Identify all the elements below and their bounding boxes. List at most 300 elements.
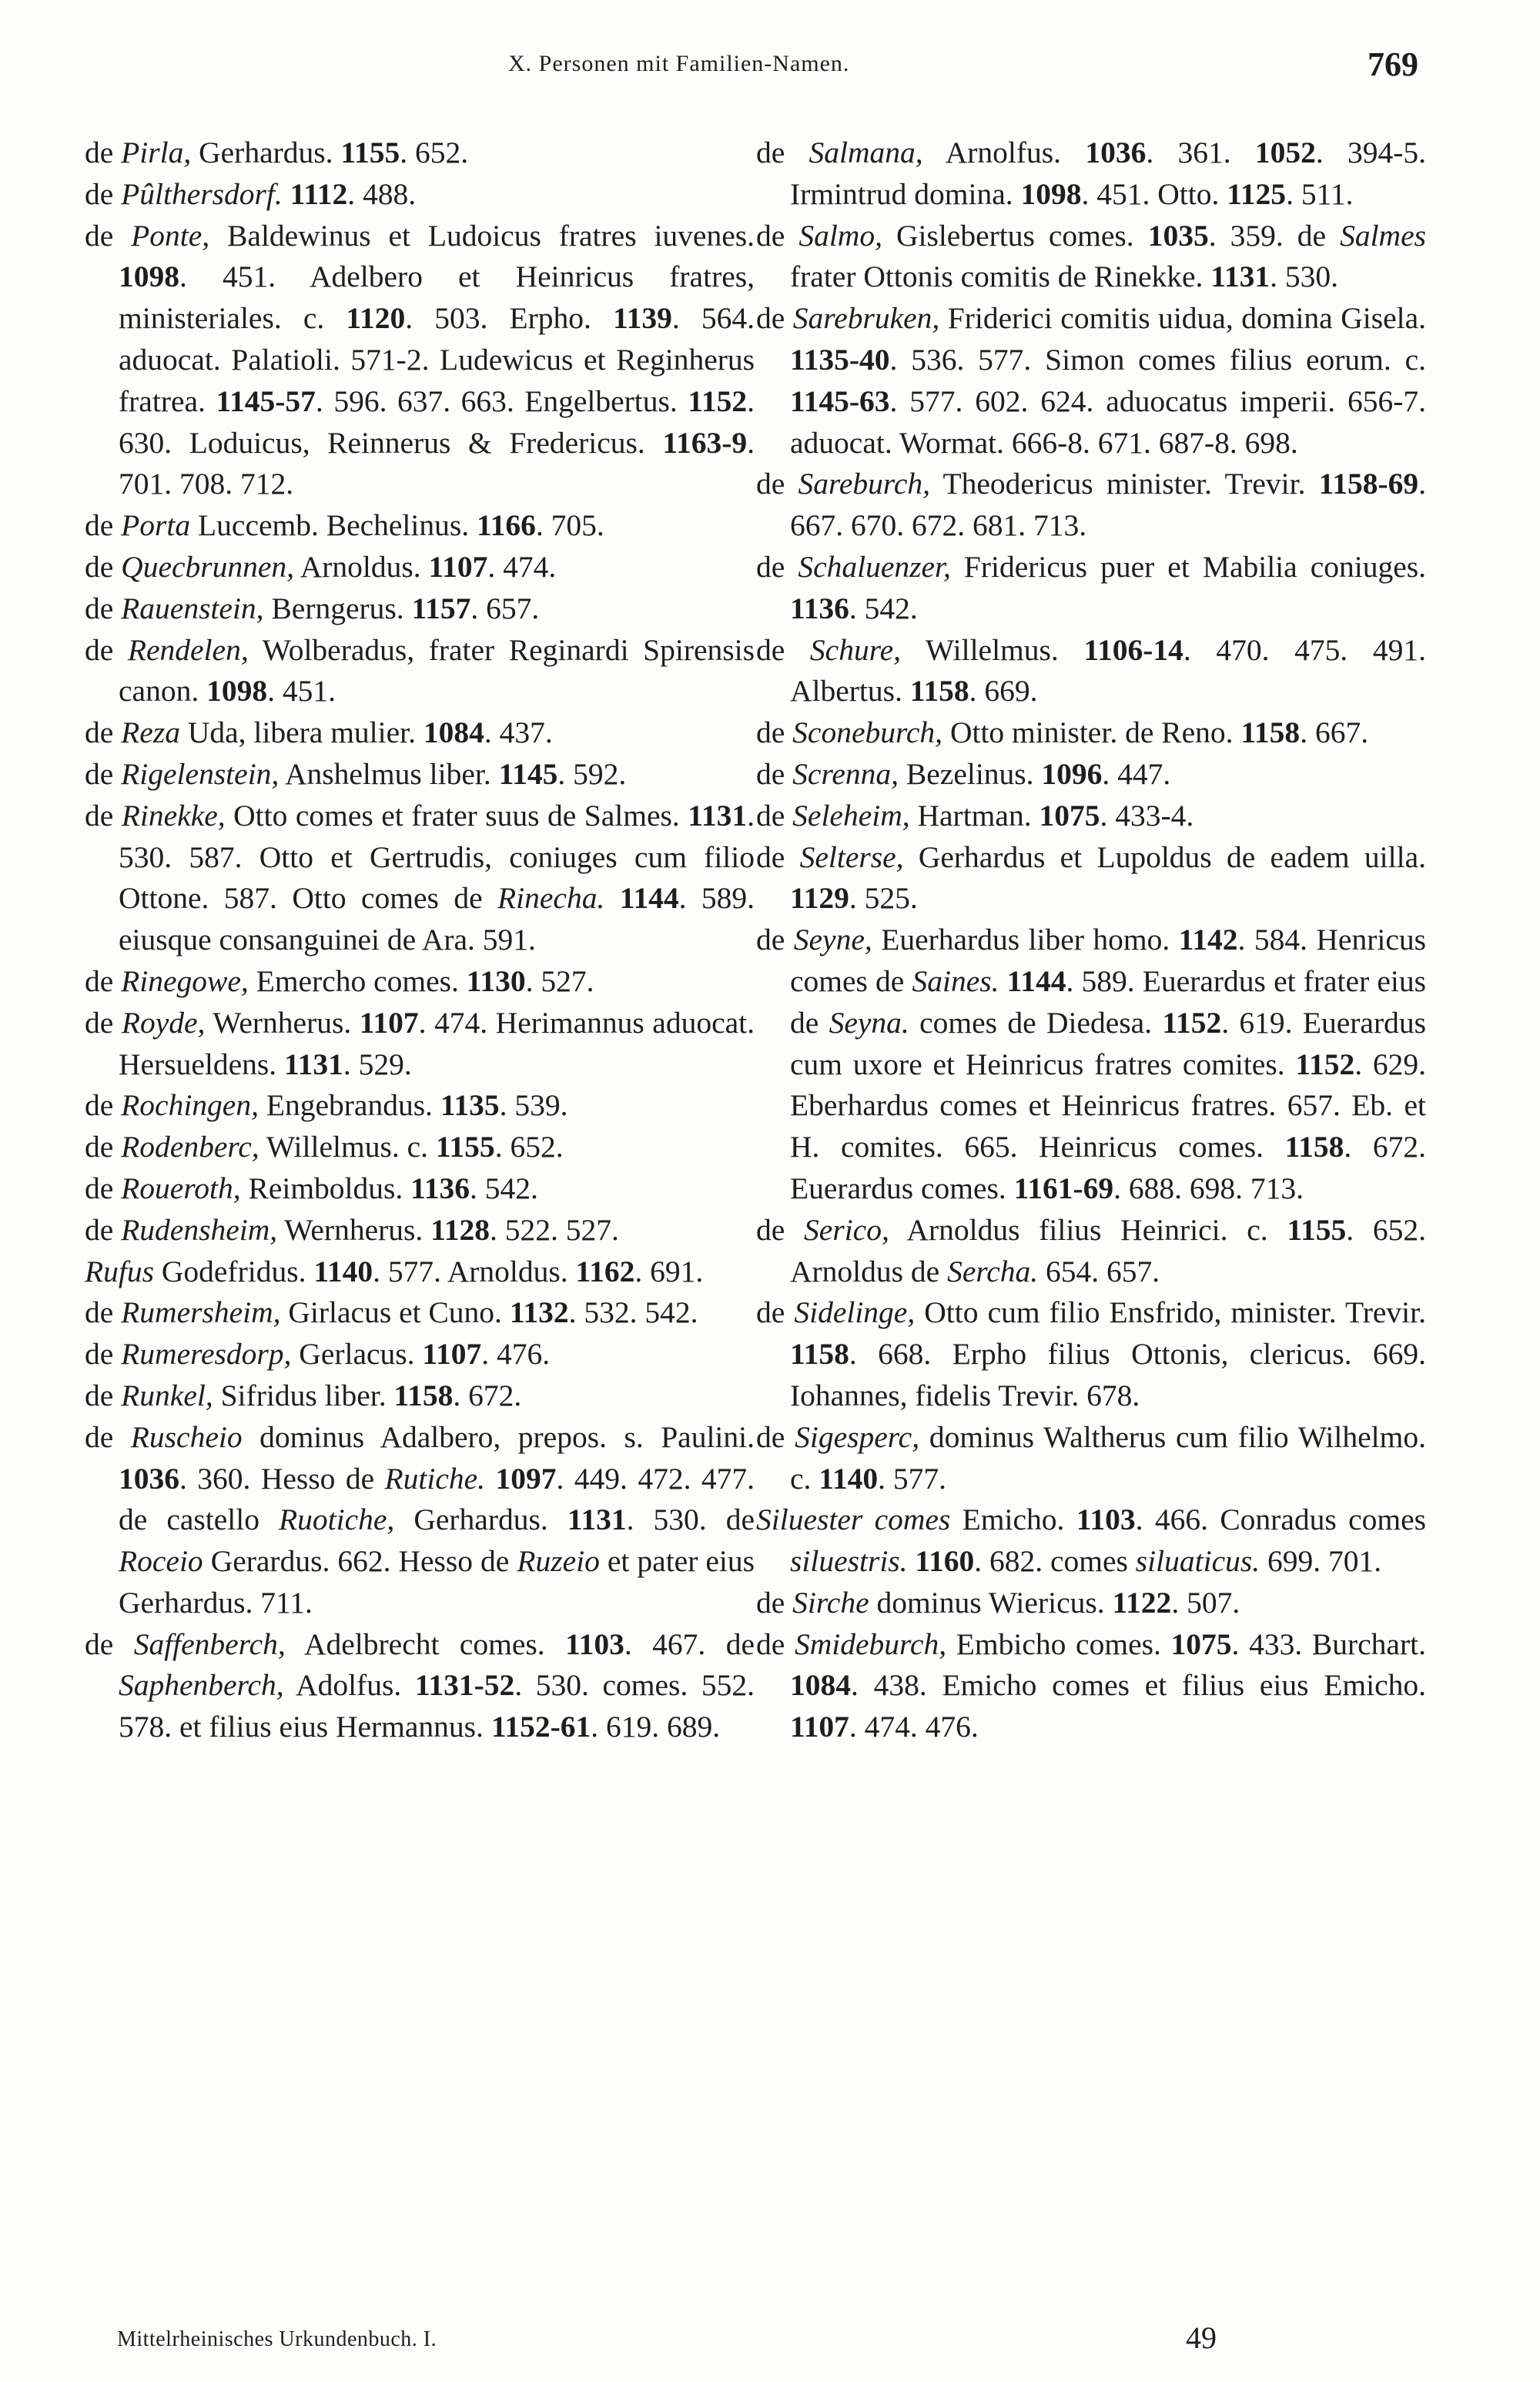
entry-text: de bbox=[85, 1088, 122, 1123]
year-ref: 1136 bbox=[410, 1171, 470, 1205]
entry-text bbox=[283, 177, 290, 211]
year-ref: 1107 bbox=[790, 1710, 849, 1744]
entry-text: . 360. Hesso de bbox=[179, 1461, 385, 1496]
entry-text: . 577. 602. 624. aduocatus imperii. 656-7. aduocat. Wormat. 666-8. 671. 687-8. 698. bbox=[790, 384, 1426, 460]
index-entry bbox=[756, 712, 1426, 754]
year-ref: 1155 bbox=[435, 1130, 495, 1164]
entry-text: frater Ottonis comitis de Rinekke. bbox=[790, 260, 1211, 294]
entry-text: . 503. Erpho. bbox=[405, 301, 614, 336]
entry-text: Willelmus. bbox=[901, 632, 1084, 667]
year-ref: 1084 bbox=[423, 715, 484, 750]
place-name: Rauenstein, bbox=[121, 591, 264, 625]
place-name: Rigelenstein, bbox=[121, 756, 280, 791]
place-name: Sercha. bbox=[947, 1254, 1039, 1288]
entry-text: . 522. 527. bbox=[489, 1212, 619, 1247]
entry-text: de bbox=[756, 218, 799, 253]
entry-text: de bbox=[85, 1295, 122, 1330]
entry-text: . 577. Arnoldus. bbox=[373, 1254, 576, 1288]
place-name: Rumeresdorp, bbox=[121, 1337, 292, 1372]
entry-text: de bbox=[85, 1378, 122, 1412]
index-entry bbox=[756, 298, 1426, 464]
entry-text: Bezelinus. bbox=[899, 756, 1042, 791]
year-ref: 1157 bbox=[411, 591, 471, 625]
entry-text: . 667. bbox=[1300, 715, 1369, 750]
index-entry bbox=[756, 1499, 1426, 1583]
index-entry bbox=[85, 1624, 755, 1748]
entry-text: 654. 657. bbox=[1038, 1254, 1160, 1288]
index-entry bbox=[85, 1417, 755, 1624]
entry-text: . 630. Loduicus, Reinnerus & Fredericus. bbox=[119, 384, 755, 460]
index-entry bbox=[756, 464, 1426, 547]
index-entry bbox=[756, 547, 1426, 630]
year-ref: 1103 bbox=[1076, 1503, 1136, 1537]
entry-text: Gerardus. 662. Hesso de bbox=[203, 1544, 517, 1579]
entry-text: Emercho comes. bbox=[248, 963, 467, 998]
entry-text: . 564. aduocat. Palatioli. 571-2. Ludewicus et Reginherus fratrea. bbox=[119, 301, 755, 418]
entry-text: . 507. bbox=[1171, 1585, 1240, 1620]
entry-text: . 619. 689. bbox=[591, 1710, 721, 1744]
entry-text bbox=[604, 881, 619, 915]
place-name: Sigesperc, bbox=[795, 1419, 920, 1454]
index-entry bbox=[85, 1292, 755, 1334]
year-ref: 1098 bbox=[206, 674, 268, 709]
entry-text: de bbox=[756, 301, 793, 336]
place-name: Serico, bbox=[804, 1212, 889, 1247]
year-ref: 1075 bbox=[1170, 1627, 1232, 1661]
entry-text: Fridericus puer et Mabilia coniuges. bbox=[950, 549, 1426, 584]
year-ref: 1084 bbox=[790, 1668, 851, 1703]
entry-text: . 474. Herimannus aduocat. Hersueldens. bbox=[119, 1005, 755, 1081]
year-ref: 1036 bbox=[119, 1461, 179, 1496]
entry-text: . 433-4. bbox=[1100, 798, 1194, 833]
year-ref: 1155 bbox=[340, 136, 400, 169]
entry-text: . 476. bbox=[481, 1337, 551, 1372]
entry-text: de bbox=[756, 756, 793, 791]
entry-text: comes de Diedesa. bbox=[909, 1005, 1163, 1040]
entry-text: . 577. bbox=[878, 1461, 946, 1496]
place-name: siluestris. bbox=[790, 1544, 908, 1579]
year-ref: 1152-61 bbox=[490, 1710, 591, 1744]
place-name: Salmana, bbox=[808, 136, 923, 169]
place-name: Sidelinge, bbox=[794, 1295, 916, 1330]
entry-text: . 433. Burchart. bbox=[1231, 1627, 1426, 1661]
place-name: Runkel, bbox=[121, 1378, 213, 1412]
year-ref: 1035 bbox=[1147, 218, 1209, 253]
entry-text: . 619. Euerardus cum uxore et Heinricus fratres comites. bbox=[790, 1005, 1426, 1081]
entry-text: . 542. bbox=[469, 1171, 538, 1205]
year-ref: 1107 bbox=[422, 1337, 482, 1372]
index-entry bbox=[756, 1210, 1426, 1293]
entry-text: de bbox=[85, 1419, 131, 1454]
entry-text: . 672. bbox=[453, 1378, 522, 1412]
entry-text: de bbox=[85, 756, 122, 791]
entry-text: . 394-5. Irmintrud domina. bbox=[790, 136, 1426, 211]
entry-text: Otto cum filio Ensfrido, minister. Trevir. bbox=[915, 1295, 1426, 1330]
entry-text: Hartman. bbox=[909, 798, 1040, 833]
entry-text: . 688. 698. 713. bbox=[1113, 1171, 1304, 1205]
entry-text: de bbox=[85, 963, 122, 998]
index-entry bbox=[756, 754, 1426, 796]
place-name: Rinegowe, bbox=[121, 963, 249, 998]
index-entry bbox=[756, 1583, 1426, 1624]
year-ref: 1096 bbox=[1041, 756, 1103, 791]
place-name: Ruscheio bbox=[130, 1419, 243, 1454]
entry-text: de bbox=[756, 715, 793, 750]
entry-text: de bbox=[85, 1337, 122, 1372]
entry-text: . 530. comes. 552. 578. et filius eius Hermannus. bbox=[119, 1668, 755, 1744]
entry-text: 699. 701. bbox=[1260, 1544, 1382, 1579]
entry-text: . 530. de bbox=[626, 1503, 755, 1537]
index-entry bbox=[85, 796, 755, 961]
entry-text: . 529. bbox=[343, 1047, 412, 1081]
entry-text: . 470. 475. 491. Albertus. bbox=[790, 632, 1427, 709]
entry-text: . 488. bbox=[347, 176, 417, 211]
entry-text: Theodericus minister. Trevir. bbox=[929, 467, 1319, 501]
year-ref: 1097 bbox=[495, 1461, 557, 1496]
entry-text: . 467. de bbox=[624, 1627, 755, 1661]
entry-text: de bbox=[85, 176, 122, 211]
place-name: Salmo, bbox=[798, 218, 882, 253]
place-name: siluaticus. bbox=[1135, 1544, 1260, 1579]
entry-text: . 629. Eberhardus comes et Heinricus fratres. 657. Eb. et H. comites. 665. Heinricus comes. bbox=[790, 1047, 1426, 1164]
place-name: Saines. bbox=[912, 963, 999, 998]
entry-text: de bbox=[756, 1295, 795, 1330]
entry-text: . 682. comes bbox=[974, 1544, 1136, 1579]
year-ref: 1160 bbox=[915, 1544, 975, 1579]
place-name: Rendelen, bbox=[127, 632, 249, 667]
place-name: Rutiche. bbox=[384, 1461, 486, 1496]
year-ref: 1144 bbox=[1006, 963, 1066, 998]
year-ref: 1155 bbox=[1287, 1212, 1347, 1247]
year-ref: 1163-9 bbox=[662, 425, 748, 460]
entry-text: de bbox=[756, 632, 810, 667]
entry-text: Arnoldus. bbox=[294, 549, 429, 584]
index-entry bbox=[85, 547, 755, 588]
entry-text: . 437. bbox=[484, 715, 553, 750]
entry-text: . 525. bbox=[849, 881, 918, 916]
entry-text: . 447. bbox=[1102, 756, 1171, 791]
year-ref: 1158 bbox=[790, 1337, 849, 1372]
year-ref: 1131 bbox=[284, 1047, 343, 1081]
entry-text: Gerhardus. bbox=[191, 136, 341, 169]
entry-text: de bbox=[85, 218, 132, 253]
entry-text: . 652. Arnoldus de bbox=[790, 1212, 1426, 1288]
index-entry bbox=[85, 588, 755, 630]
entry-text: . 542. bbox=[849, 591, 918, 625]
entry-text: dominus Waltherus cum filio Wilhelmo. c. bbox=[790, 1419, 1426, 1496]
year-ref: 1131 bbox=[567, 1503, 627, 1537]
year-ref: 1135 bbox=[440, 1088, 500, 1123]
entry-text: . 474. bbox=[487, 549, 557, 584]
entry-text: Wernherus. bbox=[205, 1005, 360, 1040]
year-ref: 1136 bbox=[790, 591, 849, 625]
entry-text: Willelmus. c. bbox=[259, 1130, 436, 1164]
entry-text: . 652. bbox=[494, 1130, 564, 1164]
entry-text: de bbox=[756, 1212, 805, 1247]
place-name: Quecbrunnen, bbox=[121, 549, 295, 584]
year-ref: 1036 bbox=[1085, 136, 1147, 169]
entry-text: de bbox=[756, 1419, 795, 1454]
index-entry bbox=[85, 216, 755, 506]
year-ref: 1120 bbox=[346, 301, 406, 336]
year-ref: 1052 bbox=[1254, 136, 1316, 169]
entry-text: . 539. bbox=[499, 1088, 568, 1123]
entry-text: de bbox=[85, 136, 122, 169]
entry-text: . 584. Henricus comes de bbox=[790, 923, 1427, 998]
entry-text: de bbox=[85, 1005, 122, 1040]
entry-text: . 691. bbox=[634, 1254, 704, 1288]
place-name: Roceio bbox=[119, 1544, 203, 1579]
place-name: Seyne, bbox=[793, 923, 872, 957]
page-number: 769 bbox=[1368, 45, 1418, 83]
place-name: Screnna, bbox=[792, 756, 899, 791]
entry-text: . 667. 670. 672. 681. 713. bbox=[790, 467, 1426, 543]
year-ref: 1106-14 bbox=[1083, 632, 1183, 667]
index-entry bbox=[756, 216, 1426, 299]
entry-text: Gerlacus. bbox=[291, 1337, 423, 1372]
place-name: Roueroth, bbox=[121, 1171, 241, 1205]
entry-text: . 701. 708. 712. bbox=[119, 425, 755, 501]
entry-text: Gerhardus et Lupoldus de eadem uilla. bbox=[903, 839, 1426, 874]
entry-text: de bbox=[756, 1585, 793, 1620]
year-ref: 1144 bbox=[619, 881, 679, 916]
entry-text: . 705. bbox=[535, 508, 604, 543]
entry-text: Otto comes et frater suus de Salmes. bbox=[225, 798, 688, 833]
entry-text: de bbox=[756, 549, 798, 584]
index-column-right bbox=[756, 132, 1426, 1748]
entry-text: de bbox=[85, 1171, 122, 1205]
year-ref: 1166 bbox=[477, 508, 536, 543]
year-ref: 1129 bbox=[790, 881, 849, 916]
year-ref: 1135-40 bbox=[790, 342, 890, 377]
year-ref: 1075 bbox=[1039, 798, 1100, 833]
index-entry bbox=[85, 1168, 755, 1210]
year-ref: 1152 bbox=[688, 384, 748, 418]
index-entry bbox=[85, 1251, 755, 1293]
entry-text: Embicho comes. bbox=[946, 1627, 1171, 1661]
year-ref: 1145-63 bbox=[790, 384, 890, 418]
index-entry bbox=[756, 1624, 1426, 1748]
entry-text: . 657. bbox=[470, 591, 540, 625]
entry-text: Anshelmus liber. bbox=[279, 756, 499, 791]
entry-text: . 592. bbox=[557, 756, 627, 791]
entry-text: de bbox=[85, 591, 122, 625]
year-ref: 1152 bbox=[1162, 1005, 1222, 1040]
year-ref: 1161-69 bbox=[1013, 1171, 1114, 1205]
entry-text: Adelbrecht comes. bbox=[285, 1627, 566, 1661]
place-name: Smideburch, bbox=[794, 1627, 947, 1661]
entry-text: Engebrandus. bbox=[258, 1088, 440, 1123]
index-entry bbox=[756, 132, 1426, 216]
index-entry bbox=[85, 1085, 755, 1127]
index-entry bbox=[756, 796, 1426, 837]
entry-text: de bbox=[85, 549, 122, 584]
place-name: Sirche bbox=[792, 1585, 869, 1620]
index-entry bbox=[756, 630, 1426, 713]
index-entry bbox=[85, 630, 755, 713]
place-name: Sarebruken, bbox=[792, 301, 940, 336]
place-name: Schure, bbox=[809, 632, 902, 667]
year-ref: 1125 bbox=[1227, 176, 1287, 211]
entry-text: . 672. Euerardus comes. bbox=[790, 1130, 1426, 1205]
entry-text bbox=[485, 1462, 495, 1496]
place-name: Ruotiche, bbox=[279, 1503, 395, 1537]
entry-text: Wolberadus, frater Reginardi Spirensis canon. bbox=[119, 632, 755, 709]
year-ref: 1107 bbox=[359, 1005, 419, 1040]
entry-text: Reimboldus. bbox=[240, 1171, 411, 1205]
year-ref: 1152 bbox=[1295, 1047, 1355, 1081]
place-name: Sareburch, bbox=[798, 467, 930, 501]
entry-text bbox=[999, 964, 1007, 998]
entry-text: de bbox=[85, 1627, 134, 1661]
entry-text: Luccemb. Bechelinus. bbox=[190, 508, 477, 543]
entry-text: . 474. 476. bbox=[849, 1710, 979, 1744]
entry-text: de bbox=[85, 715, 122, 750]
entry-text: . 527. bbox=[525, 963, 594, 998]
place-name: Rochingen, bbox=[121, 1088, 259, 1123]
year-ref: 1145 bbox=[498, 756, 558, 791]
place-name: Seyna. bbox=[829, 1005, 909, 1040]
entry-text: dominus Adalbero, prepos. s. Paulini. bbox=[242, 1419, 755, 1454]
entry-text: . 451. Adelbero et Heinricus fratres, ministeriales. c. bbox=[119, 260, 755, 336]
year-ref: 1128 bbox=[430, 1212, 490, 1247]
index-entry bbox=[85, 961, 755, 1003]
index-entry bbox=[85, 754, 755, 796]
footer-book-title: Mittelrheinisches Urkundenbuch. I. bbox=[117, 2327, 437, 2351]
entry-text: de bbox=[756, 136, 809, 169]
entry-text: Baldewinus et Ludoicus fratres iuvenes. bbox=[209, 218, 755, 253]
entry-text bbox=[908, 1544, 916, 1578]
year-ref: 1131 bbox=[1210, 260, 1270, 294]
year-ref: 1158 bbox=[1284, 1130, 1344, 1164]
entry-text: Wernherus. bbox=[277, 1212, 431, 1247]
index-entry bbox=[756, 920, 1426, 1210]
entry-text: Otto minister. de Reno. bbox=[942, 715, 1241, 750]
year-ref: 1158 bbox=[393, 1378, 454, 1412]
entry-text: de bbox=[85, 632, 128, 667]
entry-text: Arnolfus. bbox=[922, 136, 1086, 169]
place-name: Saffenberch, bbox=[133, 1627, 286, 1661]
entry-text: . 532. 542. bbox=[568, 1295, 698, 1330]
place-name: Salmes bbox=[1340, 218, 1426, 253]
entry-text: . 668. Erpho filius Ottonis, clericus. 669. Iohannes, fidelis Trevir. 678. bbox=[790, 1337, 1426, 1412]
place-name: Royde, bbox=[121, 1005, 206, 1040]
entry-text: . 451. Otto. bbox=[1081, 176, 1227, 211]
entry-text: de bbox=[85, 1212, 122, 1247]
year-ref: 1162 bbox=[575, 1254, 635, 1288]
entry-text: de bbox=[756, 798, 793, 833]
entry-text: . 449. 472. 477. de castello bbox=[119, 1461, 755, 1537]
year-ref: 1142 bbox=[1178, 923, 1238, 957]
index-entry bbox=[85, 712, 755, 754]
entry-text: Adolfus. bbox=[283, 1668, 415, 1703]
index-entry bbox=[85, 1210, 755, 1251]
entry-text: . 438. Emicho comes et filius eius Emicho. bbox=[851, 1668, 1426, 1703]
place-name: Rinekke, bbox=[121, 798, 226, 833]
entry-text: . 536. 577. Simon comes filius eorum. c. bbox=[889, 342, 1426, 377]
index-entry bbox=[85, 1003, 755, 1086]
index-entry bbox=[756, 837, 1426, 920]
year-ref: 1140 bbox=[819, 1461, 879, 1496]
place-name: Schaluenzer, bbox=[798, 549, 951, 584]
entry-text: Euerhardus liber homo. bbox=[872, 923, 1179, 957]
entry-text: Sifridus liber. bbox=[213, 1378, 394, 1412]
entry-text: Gislebertus comes. bbox=[882, 218, 1148, 253]
year-ref: 1131-52 bbox=[414, 1668, 515, 1703]
entry-text: Emicho. bbox=[950, 1503, 1076, 1537]
place-name: Porta bbox=[121, 508, 191, 543]
running-title: X. Personen mit Familien-Namen. bbox=[508, 51, 850, 76]
entry-text: . 466. Conradus comes bbox=[1135, 1503, 1426, 1537]
year-ref: 1158 bbox=[1240, 715, 1301, 750]
year-ref: 1103 bbox=[565, 1627, 624, 1661]
entry-text: Godefridus. bbox=[153, 1254, 314, 1288]
place-name: Pirla, bbox=[121, 136, 192, 169]
year-ref: 1139 bbox=[613, 301, 672, 336]
entry-text: Uda, libera mulier. bbox=[179, 715, 424, 750]
year-ref: 1145-57 bbox=[216, 384, 316, 418]
place-name: Siluester comes bbox=[756, 1503, 951, 1537]
entry-text: de bbox=[756, 923, 794, 957]
entry-text: . 589. Euerardus et frater eius de bbox=[790, 963, 1426, 1040]
place-name: Pûlthersdorf. bbox=[121, 176, 283, 211]
index-entry bbox=[756, 1292, 1426, 1416]
page-header bbox=[0, 45, 1540, 99]
entry-text: de bbox=[85, 1130, 122, 1164]
year-ref: 1130 bbox=[466, 963, 526, 998]
entry-text: Arnoldus filius Heinrici. c. bbox=[889, 1212, 1287, 1247]
year-ref: 1158 bbox=[909, 674, 969, 709]
place-name: Rufus bbox=[85, 1254, 154, 1288]
place-name: Reza bbox=[121, 715, 180, 750]
footer-sheet-number: 49 bbox=[1186, 2320, 1217, 2355]
index-entry bbox=[756, 1417, 1426, 1500]
entry-text: . 589. eiusque consanguinei de Ara. 591. bbox=[119, 881, 755, 957]
year-ref: 1132 bbox=[509, 1295, 569, 1330]
entry-text: Friderici comitis uidua, domina Gisela. bbox=[939, 301, 1426, 336]
entry-text: de bbox=[756, 839, 800, 874]
entry-text: . 530. bbox=[1270, 260, 1338, 294]
place-name: Rinecha. bbox=[497, 881, 605, 916]
index-entry bbox=[85, 174, 755, 216]
entry-text: . 361. bbox=[1146, 136, 1255, 169]
index-entry bbox=[85, 1334, 755, 1375]
entry-text: . 652. bbox=[400, 136, 469, 169]
entry-text: et pater eius Gerhardus. 711. bbox=[119, 1544, 755, 1620]
index-entry bbox=[85, 1375, 755, 1417]
entry-text: de bbox=[85, 508, 122, 543]
entry-text: . 511. bbox=[1286, 176, 1354, 211]
index-entry bbox=[85, 505, 755, 547]
place-name: Rodenberc, bbox=[121, 1130, 259, 1164]
year-ref: 1107 bbox=[428, 549, 488, 584]
place-name: Seleheim, bbox=[792, 798, 910, 833]
year-ref: 1098 bbox=[1020, 176, 1082, 211]
entry-text: Berngerus. bbox=[263, 591, 412, 625]
entry-text: . 359. de bbox=[1208, 218, 1341, 253]
year-ref: 1140 bbox=[313, 1254, 373, 1288]
place-name: Ruzeio bbox=[517, 1544, 600, 1579]
year-ref: 1112 bbox=[290, 176, 348, 211]
entry-text: . 530. 587. Otto et Gertrudis, coniuges cum filio Ottone. 587. Otto comes de bbox=[119, 798, 755, 916]
place-name: Ponte, bbox=[131, 218, 210, 253]
place-name: Rudensheim, bbox=[121, 1212, 278, 1247]
entry-text: dominus Wiericus. bbox=[869, 1585, 1113, 1620]
year-ref: 1158-69 bbox=[1318, 467, 1419, 501]
year-ref: 1098 bbox=[119, 260, 179, 294]
entry-text: Gerhardus. bbox=[394, 1503, 567, 1537]
year-ref: 1131 bbox=[688, 798, 748, 833]
